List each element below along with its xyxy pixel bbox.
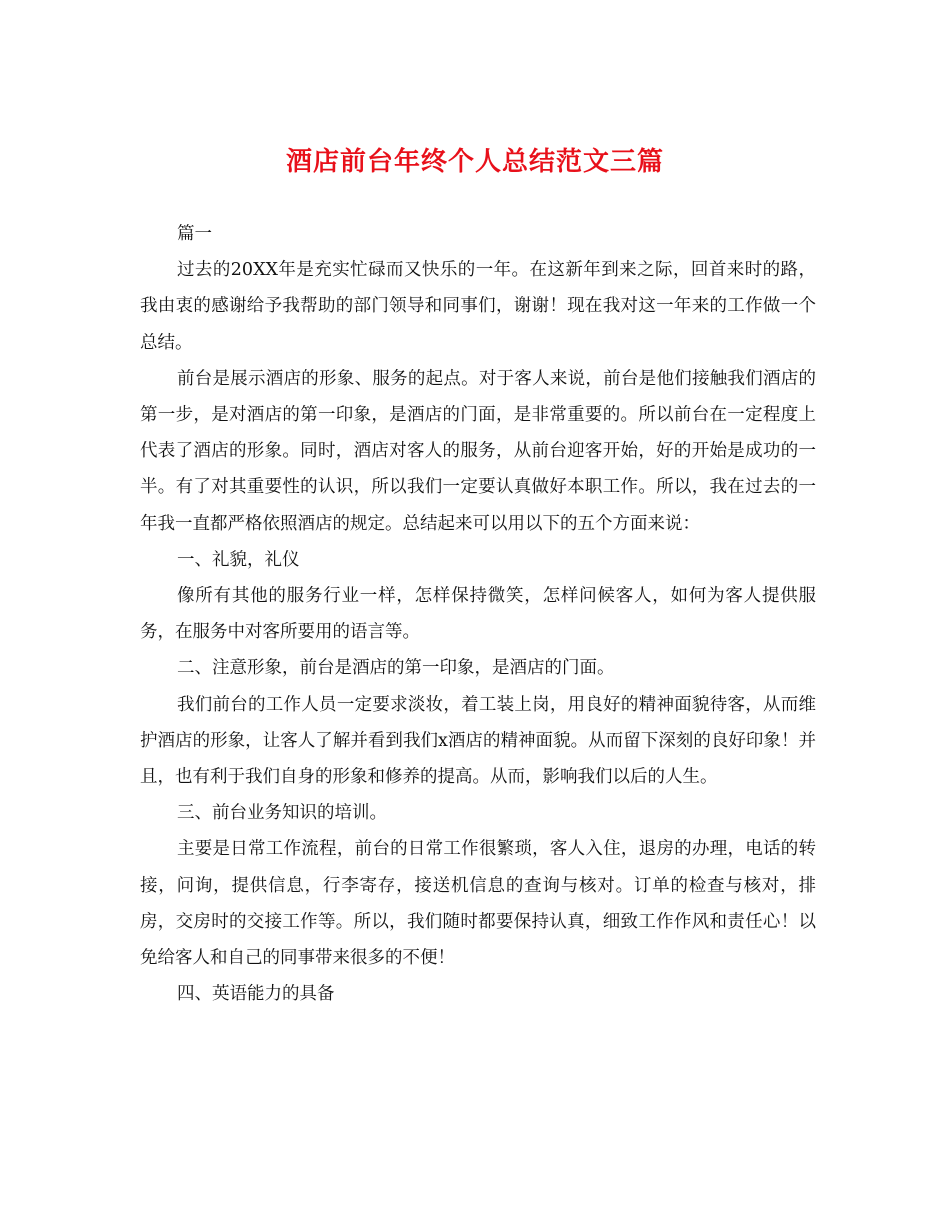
body-paragraph: 我们前台的工作人员一定要求淡妆，着工装上岗，用良好的精神面貌待客，从而维护酒店的形象，让客人了解并看到我们x酒店的精神面貌。从而留下深刻的良好印象！并且，也有利于我们自身的形象和修养的提高。从而，影响我们以后的人生。 — [140, 694, 816, 788]
document-body — [140, 216, 816, 1012]
section-heading: 篇一 — [177, 224, 212, 244]
list-heading: 一、礼貌，礼仪 — [177, 549, 300, 570]
list-heading: 四、英语能力的具备 — [177, 984, 335, 1005]
list-heading: 三、前台业务知识的培训。 — [177, 803, 387, 824]
body-paragraph: 前台是展示酒店的形象、服务的起点。对于客人来说，前台是他们接触我们酒店的第一步，是对酒店的第一印象，是酒店的门面，是非常重要的。所以前台在一定程度上代表了酒店的形象。同时，酒店对客人的服务，从前台迎客开始，好的开始是成功的一半。有了对其重要性的认识，所以我们一定要认真做好本职工作。所以，我在过去的一年我一直都严格依照酒店的规定。总结起来可以用以下的五个方面来说： — [140, 368, 816, 534]
body-paragraph: 主要是日常工作流程，前台的日常工作很繁琐，客人入住，退房的办理，电话的转接，问询，提供信息，行李寄存，接送机信息的查询与核对。订单的检查与核对，排房，交房时的交接工作等。所以，我们随时都要保持认真，细致工作作风和责任心！以免给客人和自己的同事带来很多的不便！ — [140, 839, 816, 969]
list-heading: 二、注意形象，前台是酒店的第一印象，是酒店的门面。 — [177, 658, 615, 679]
body-paragraph: 像所有其他的服务行业一样，怎样保持微笑，怎样问候客人，如何为客人提供服务，在服务中对客所要用的语言等。 — [140, 586, 816, 643]
body-paragraph: 过去的20XX年是充实忙碌而又快乐的一年。在这新年到来之际，回首来时的路，我由衷的感谢给予我帮助的部门领导和同事们，谢谢！现在我对这一年来的工作做一个总结。 — [140, 260, 816, 353]
document-title: 酒店前台年终个人总结范文三篇 — [285, 147, 664, 177]
